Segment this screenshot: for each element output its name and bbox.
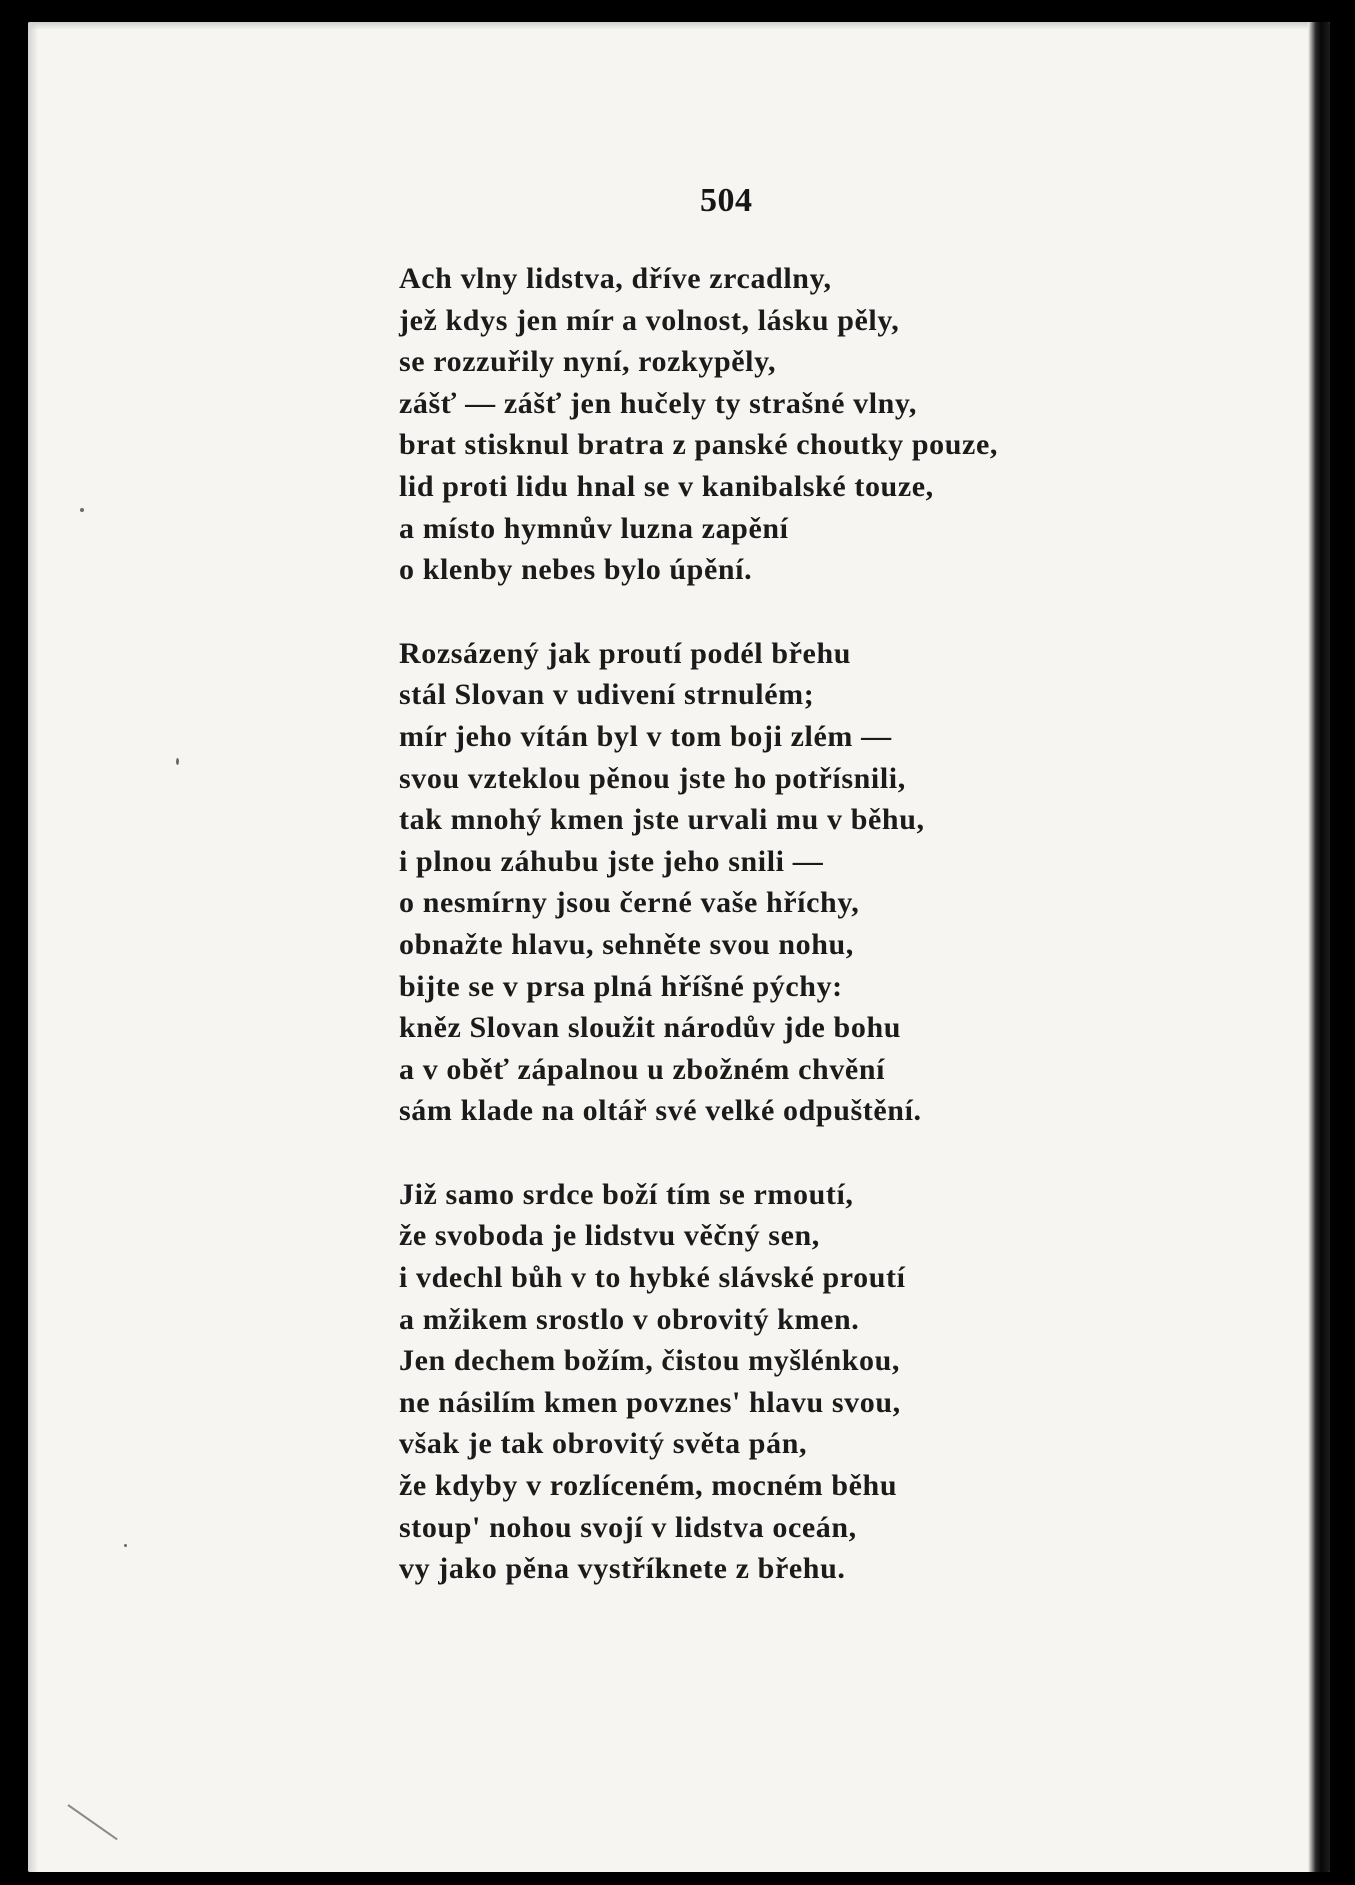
verse-line: že svoboda je lidstvu věčný sen,: [399, 1219, 820, 1253]
stanza-2: [399, 633, 1259, 1132]
verse-line: však je tak obrovitý světa pán,: [399, 1427, 808, 1461]
verse-line: jež kdys jen mír a volnost, lásku pěly,: [399, 303, 900, 337]
verse-line: i vdechl bůh v to hybké slávské proutí: [399, 1261, 906, 1295]
stanza-3: [399, 1174, 1259, 1590]
verse-line: lid proti lidu hnal se v kanibalské touze,: [399, 469, 934, 503]
verse-line: mír jeho vítán byl v tom boji zlém —: [399, 719, 892, 753]
verse-line: Rozsázený jak proutí podél břehu: [399, 636, 852, 670]
verse-line: obnažte hlavu, sehněte svou nohu,: [399, 927, 854, 961]
verse-line: ne násilím kmen povznes' hlavu svou,: [399, 1385, 901, 1419]
verse-line: o klenby nebes bylo úpění.: [399, 553, 753, 587]
dust-speck: [124, 1544, 127, 1547]
verse-line: a místo hymnův luzna zapění: [399, 511, 789, 545]
dust-speck: [80, 508, 84, 512]
page-left-shadow: [28, 22, 38, 1872]
verse-line: svou vzteklou pěnou jste ho potřísnili,: [399, 761, 906, 795]
verse-line: Ach vlny lidstva, dříve zrcadlny,: [399, 262, 832, 295]
verse-line: Jen dechem božím, čistou myšlénkou,: [399, 1344, 900, 1378]
verse-line: zášť — zášť jen hučely ty strašné vlny,: [399, 386, 917, 420]
verse-line: o nesmírny jsou černé vaše hříchy,: [399, 886, 860, 920]
verse-line: brat stisknul bratra z panské choutky pouze,: [399, 428, 998, 462]
verse-line: vy jako pěna vystříknete z břehu.: [399, 1552, 846, 1586]
verse-line: se rozzuřily nyní, rozkypěly,: [399, 345, 777, 379]
verse-line: bijte se v prsa plná hříšné pýchy:: [399, 969, 843, 1003]
verse-line: sám klade na oltář své velké odpuštění.: [399, 1094, 922, 1128]
stanza-1: [399, 258, 1259, 591]
book-gutter: [1308, 22, 1330, 1872]
verse-line: a mžikem srostlo v obrovitý kmen.: [399, 1302, 860, 1336]
page-top-shadow: [28, 22, 1330, 30]
verse-line: i plnou záhubu jste jeho snili —: [399, 844, 824, 878]
verse-line: že kdyby v rozlíceném, mocném běhu: [399, 1469, 898, 1503]
page-number: 504: [700, 182, 753, 219]
book-page: [28, 22, 1330, 1872]
dust-speck: [176, 758, 179, 765]
verse-line: stoup' nohou svojí v lidstva oceán,: [399, 1510, 857, 1544]
scan-corner-mark: [67, 1804, 117, 1840]
verse-line: kněz Slovan sloužit národův jde bohu: [399, 1011, 902, 1045]
verse-line: a v oběť zápalnou u zbožném chvění: [399, 1052, 886, 1086]
verse-line: tak mnohý kmen jste urvali mu v běhu,: [399, 803, 925, 837]
verse-line: Již samo srdce boží tím se rmoutí,: [399, 1177, 854, 1211]
verse-line: stál Slovan v udivení strnulém;: [399, 678, 815, 712]
poem-text: [399, 258, 1259, 1632]
